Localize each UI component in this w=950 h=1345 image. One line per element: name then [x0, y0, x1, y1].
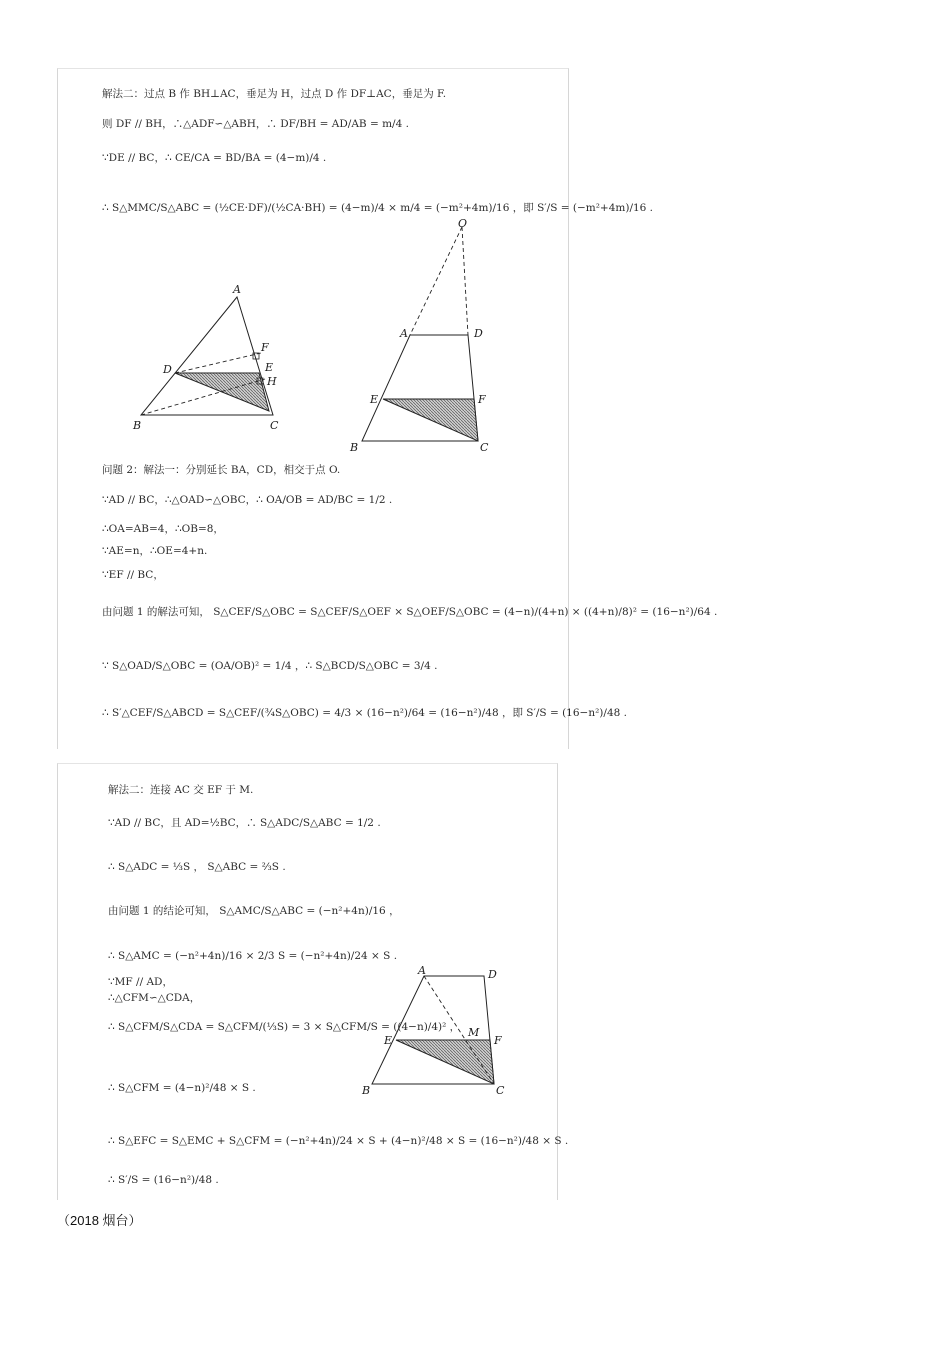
source-footer: （2018 烟台） [57, 1213, 142, 1228]
text-line: 问题 2：解法一：分别延长 BA，CD，相交于点 O. [102, 464, 341, 476]
text-line: ∵ S△OAD/S△OBC = (OA/OB)² = 1/4 ，∴ S△BCD/S△OBC = 3/4 . [102, 660, 438, 672]
vertex-label: B [133, 419, 142, 432]
trapezoid-figure-3 [360, 966, 520, 1106]
text-line: ∴OA=AB=4，∴OB=8， [102, 523, 224, 535]
text-line: ∴ S△EFC = S△EMC + S△CFM = (−n²+4n)/24 × S + (4−n)²/48 × S = (16−n²)/48 × S . [108, 1135, 569, 1147]
solution-panel-2 [57, 763, 569, 1200]
text-line: ∴ S△CFM = (4−n)²/48 × S . [108, 1082, 256, 1094]
text-line: ∵AE=n，∴OE=4+n. [102, 545, 208, 557]
vertex-label: D [474, 327, 483, 340]
vertex-label: F [261, 341, 269, 354]
text-line: ∴ S△ADC = ⅓S ， S△ABC = ⅔S . [108, 861, 286, 873]
vertex-label: C [480, 441, 489, 454]
solution-panel-1 [57, 68, 718, 749]
text-line: ∴ S′△CEF/S△ABCD = S△CEF/(¾S△OBC) = 4/3 × (16−n²)/64 = (16−n²)/48 ，即 S′/S = (16−n²)/48 . [102, 707, 627, 719]
vertex-label: C [496, 1084, 505, 1097]
vertex-label: B [362, 1084, 371, 1097]
text-line: 由问题 1 的解法可知， S△CEF/S△OBC = S△CEF/S△OEF × S△OEF/S△OBC = (4−n)/(4+n) × ((4+n)/8)² = (16−n²)/64 . [102, 606, 718, 618]
text-line: 则 DF // BH，∴△ADF∽△ABH，∴ DF/BH = AD/AB = m/4 . [102, 118, 409, 130]
vertex-label: E [265, 361, 274, 374]
vertex-label: C [270, 419, 279, 432]
trapezoid-figure-2 [350, 219, 510, 459]
text-line: 解法二：过点 B 作 BH⊥AC，垂足为 H，过点 D 作 DF⊥AC，垂足为 F. [102, 88, 447, 100]
vertex-label: F [478, 393, 486, 406]
text-line: ∵AD // BC，且 AD=½BC，∴ S△ADC/S△ABC = 1/2 . [108, 817, 381, 829]
vertex-label: A [233, 283, 241, 296]
triangle-figure-1 [133, 281, 313, 431]
vertex-label: M [468, 1026, 480, 1039]
text-line: ∴ S△AMC = (−n²+4n)/16 × 2/3 S = (−n²+4n)/24 × S . [108, 950, 398, 962]
vertex-label: F [494, 1034, 502, 1047]
text-line: ∵AD // BC，∴△OAD∽△OBC，∴ OA/OB = AD/BC = 1/2 . [102, 494, 393, 506]
text-line: ∵DE // BC，∴ CE/CA = BD/BA = (4−m)/4 . [102, 152, 327, 164]
vertex-label: H [267, 375, 277, 388]
vertex-label: E [370, 393, 379, 406]
text-line: ∴ S△CFM/S△CDA = S△CFM/(⅓S) = 3 × S△CFM/S = ((4−n)/4)² ， [108, 1021, 461, 1033]
text-line: ∵MF // AD， [108, 976, 173, 988]
vertex-label: E [384, 1034, 393, 1047]
text-line: 由问题 1 的结论可知， S△AMC/S△ABC = (−n²+4n)/16 ， [108, 905, 400, 917]
text-line: ∴ S△MMC/S△ABC = (½CE·DF)/(½CA·BH) = (4−m)/4 × m/4 = (−m²+4m)/16 ，即 S′/S = (−m²+4m)/16 . [102, 202, 654, 214]
vertex-label: B [350, 441, 359, 454]
vertex-label: O [458, 217, 468, 230]
vertex-label: D [163, 363, 172, 376]
vertex-label: A [418, 964, 426, 977]
text-line: ∴△CFM∽△CDA， [108, 992, 201, 1004]
text-line: ∵EF // BC， [102, 569, 164, 581]
text-line: 解法二：连接 AC 交 EF 于 M. [108, 784, 254, 796]
text-line: ∴ S′/S = (16−n²)/48 . [108, 1174, 219, 1186]
vertex-label: A [400, 327, 408, 340]
vertex-label: D [488, 968, 497, 981]
